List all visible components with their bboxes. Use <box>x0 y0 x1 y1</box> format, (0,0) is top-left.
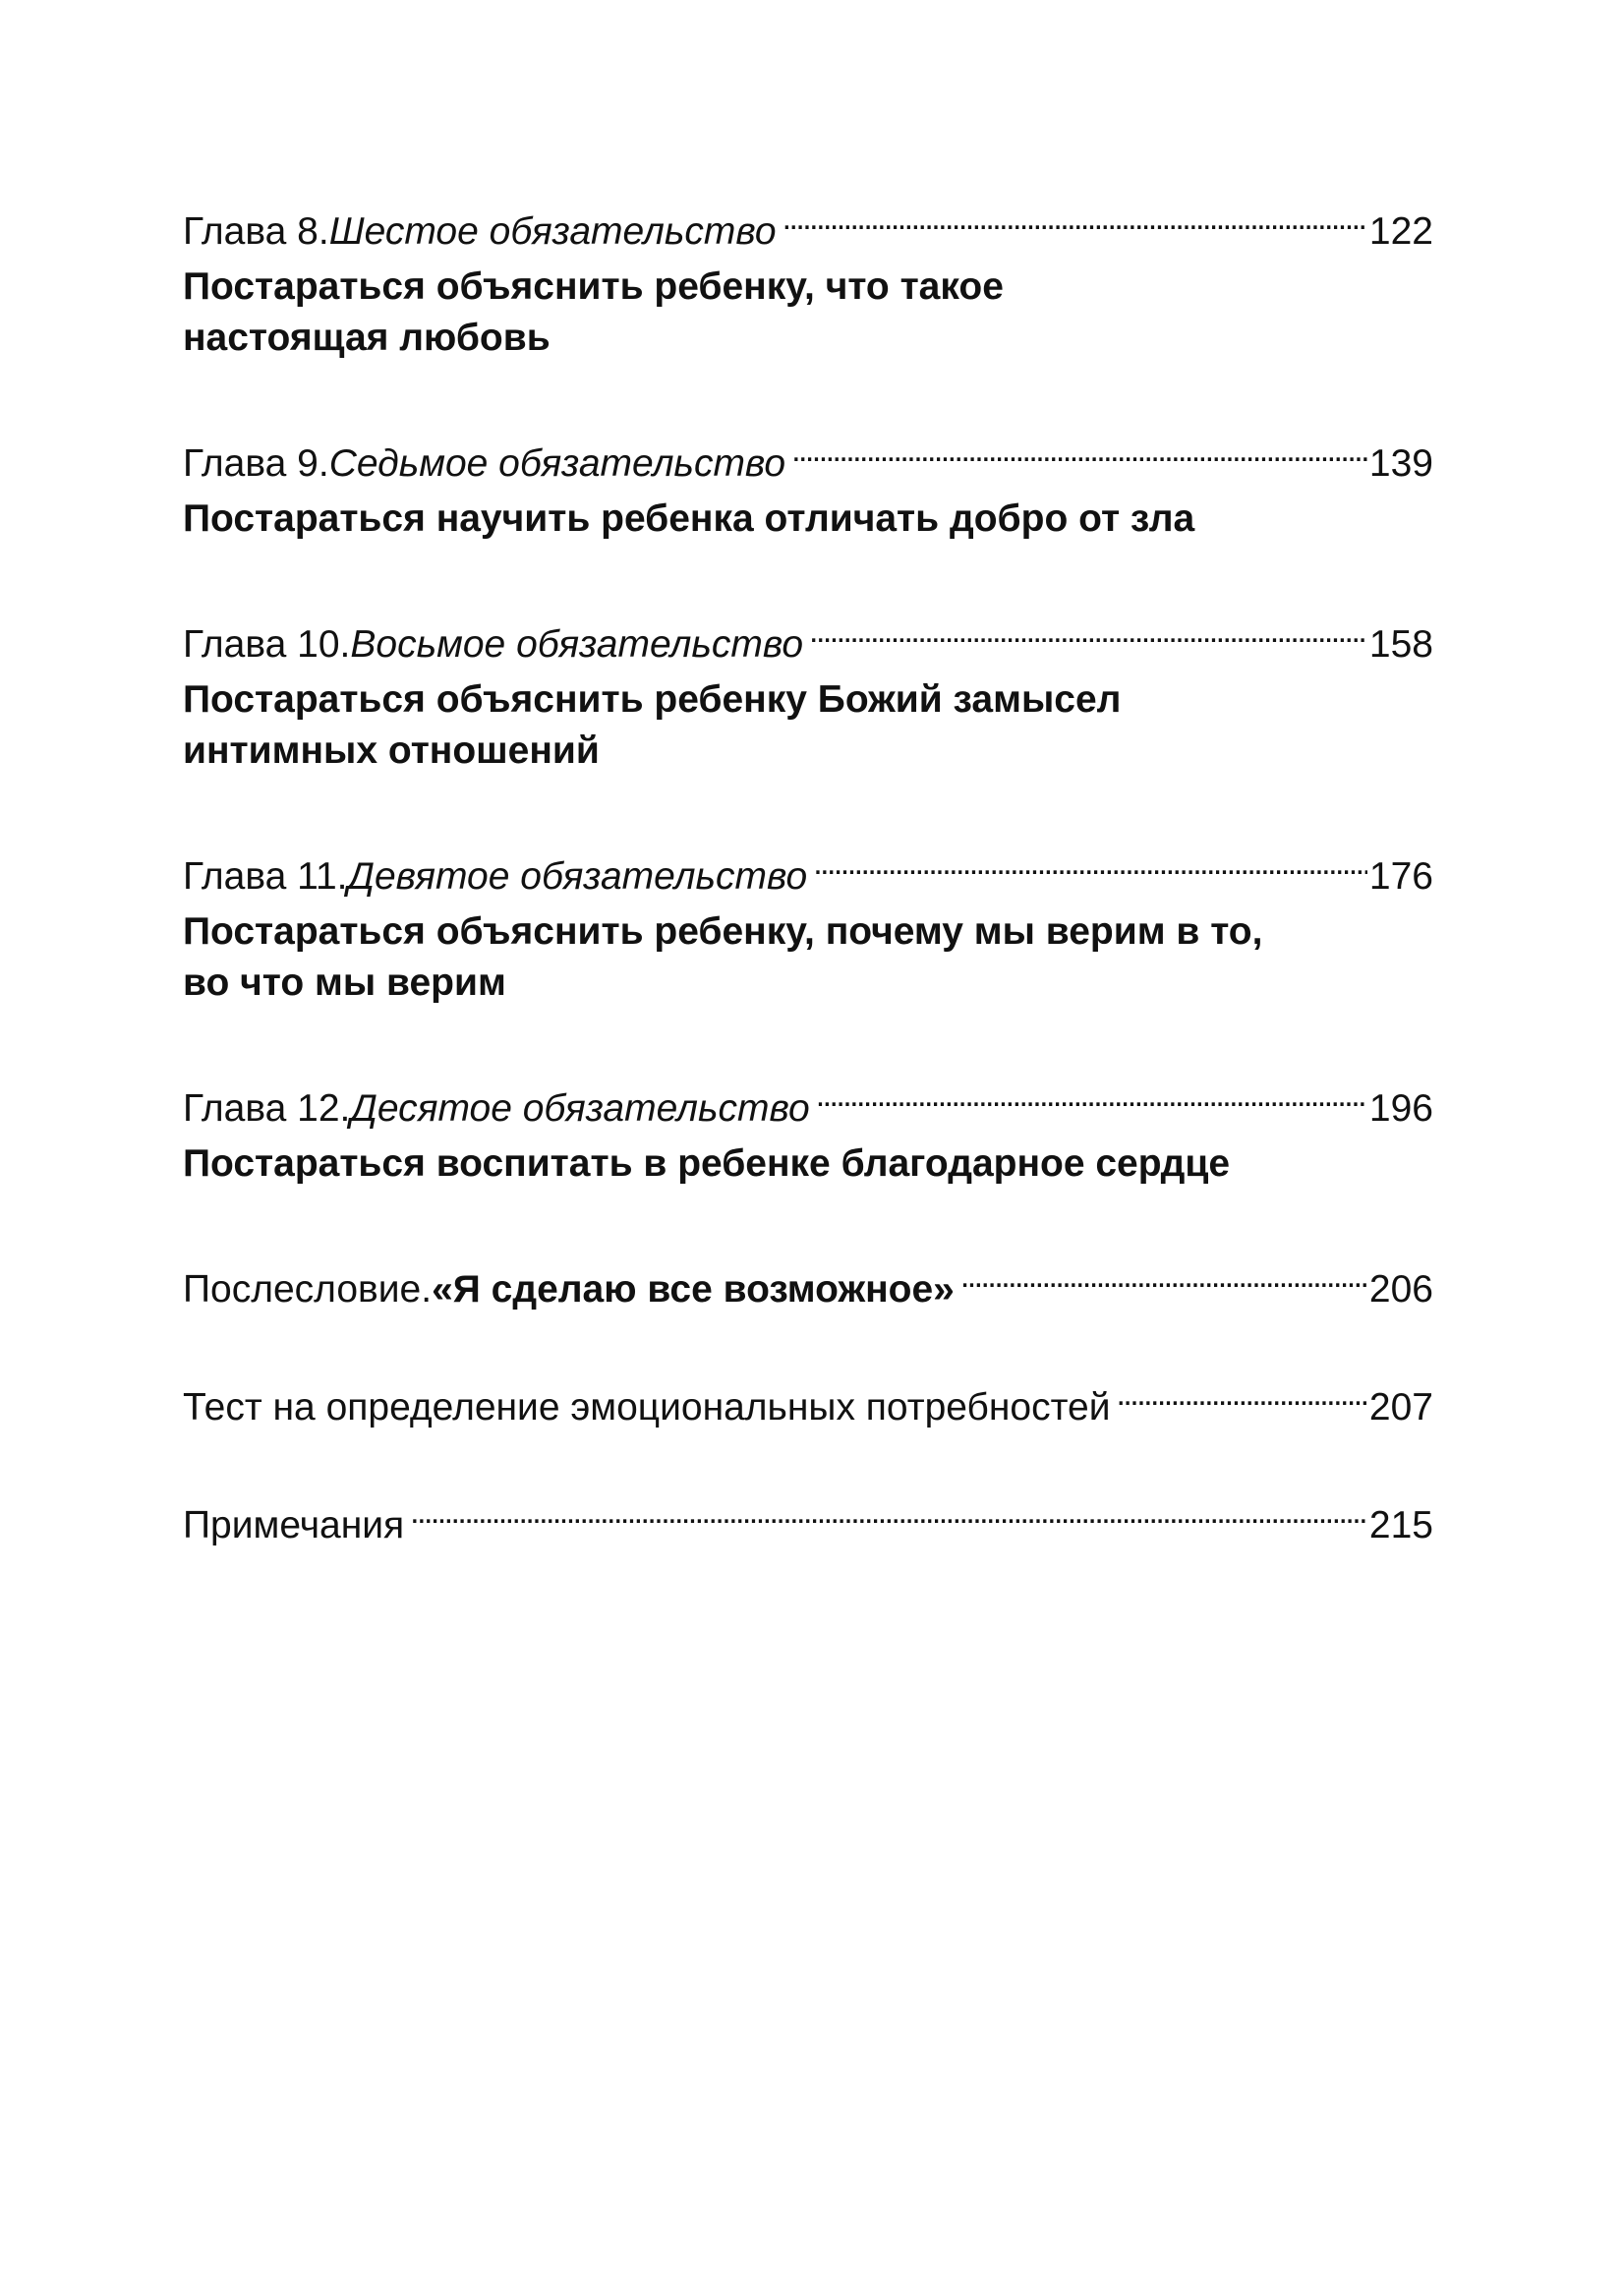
toc-entry-chapter-9 <box>183 425 1433 545</box>
toc-chapter-prefix: Глава 10. <box>183 623 351 666</box>
toc-heading-line <box>183 1251 1433 1315</box>
toc-page-number: 139 <box>1368 442 1433 485</box>
table-of-contents <box>183 193 1433 1604</box>
toc-test-label: Тест на определение эмоциональных потребностей <box>183 1386 1111 1429</box>
toc-dot-leader <box>1117 1369 1367 1420</box>
toc-subtitle-line: Постараться научить ребенка отличать добро от зла <box>183 497 1195 540</box>
toc-dot-leader <box>816 1070 1367 1121</box>
toc-heading-line <box>183 1487 1433 1551</box>
toc-page-number: 196 <box>1368 1087 1433 1130</box>
toc-page-number: 158 <box>1368 623 1433 666</box>
toc-chapter-prefix: Глава 12. <box>183 1087 351 1130</box>
toc-entry-chapter-12 <box>183 1070 1433 1190</box>
toc-entry-notes <box>183 1487 1433 1551</box>
toc-subtitle-line: во что мы верим <box>183 962 506 1004</box>
toc-chapter-prefix: Глава 8. <box>183 210 329 253</box>
toc-chapter-title: Шестое обязательство <box>328 210 777 253</box>
toc-chapter-subtitle <box>183 906 1382 1009</box>
toc-subtitle-line: Постараться объяснить ребенку, что такое <box>183 265 1004 308</box>
toc-chapter-prefix: Глава 9. <box>183 442 329 485</box>
toc-afterword-prefix: Послесловие. <box>183 1268 433 1311</box>
toc-dot-leader <box>813 838 1367 889</box>
toc-entry-test <box>183 1369 1433 1433</box>
toc-dot-leader <box>783 193 1367 244</box>
toc-chapter-prefix: Глава 11. <box>183 855 348 898</box>
toc-dot-leader <box>410 1487 1367 1538</box>
toc-heading-line <box>183 425 1433 490</box>
toc-subtitle-line: настоящая любовь <box>183 317 551 359</box>
toc-chapter-subtitle <box>183 262 1382 364</box>
toc-heading-line <box>183 606 1433 671</box>
toc-entry-chapter-8 <box>183 193 1433 364</box>
toc-entry-afterword <box>183 1251 1433 1315</box>
toc-heading-line <box>183 1369 1433 1433</box>
toc-dot-leader <box>960 1251 1367 1302</box>
toc-chapter-title: Седьмое обязательство <box>328 442 786 485</box>
toc-page-number: 215 <box>1368 1504 1433 1546</box>
toc-page-number: 122 <box>1368 210 1433 253</box>
toc-heading-line <box>183 193 1433 258</box>
toc-dot-leader <box>791 425 1367 476</box>
toc-subtitle-line: Постараться объяснить ребенку, почему мы верим в то, <box>183 910 1263 953</box>
toc-notes-label: Примечания <box>183 1504 405 1546</box>
toc-chapter-title: Восьмое обязательство <box>350 623 804 666</box>
toc-chapter-subtitle <box>183 494 1382 545</box>
toc-heading-line <box>183 1070 1433 1135</box>
toc-entry-chapter-11 <box>183 838 1433 1009</box>
toc-subtitle-line: Постараться воспитать в ребенке благодарное сердце <box>183 1142 1231 1185</box>
toc-subtitle-line: Постараться объяснить ребенку Божий замысел <box>183 678 1122 721</box>
toc-afterword-title: «Я сделаю все возможное» <box>432 1268 955 1311</box>
toc-page-number: 206 <box>1368 1268 1433 1311</box>
toc-page-number: 207 <box>1368 1386 1433 1429</box>
toc-heading-line <box>183 838 1433 903</box>
toc-dot-leader <box>809 606 1367 657</box>
toc-chapter-title: Девятое обязательство <box>347 855 808 898</box>
toc-chapter-subtitle <box>183 1138 1382 1190</box>
toc-chapter-title: Десятое обязательство <box>350 1087 810 1130</box>
toc-chapter-subtitle <box>183 674 1382 777</box>
toc-entry-chapter-10 <box>183 606 1433 777</box>
toc-page-number: 176 <box>1368 855 1433 898</box>
toc-subtitle-line: интимных отношений <box>183 729 600 772</box>
